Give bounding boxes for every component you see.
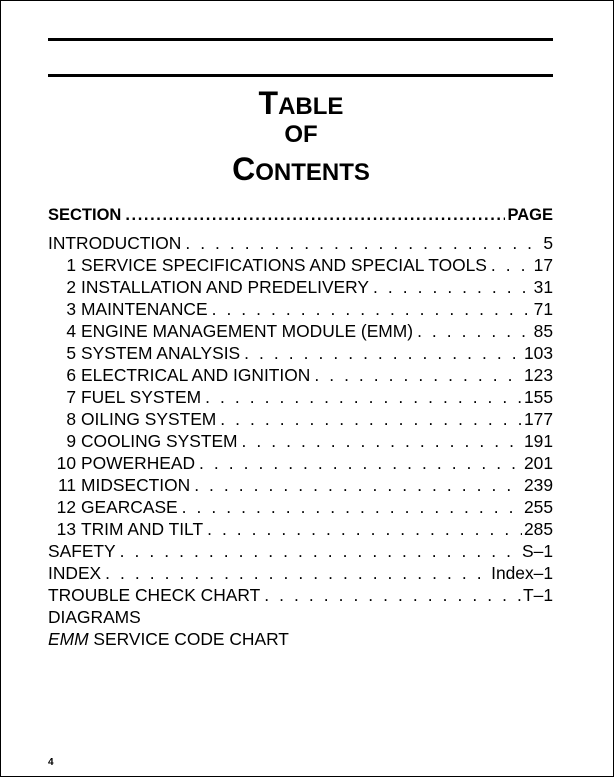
toc-entry[interactable] — [48, 474, 553, 496]
toc-entry[interactable] — [48, 276, 553, 298]
leader-dots — [491, 254, 532, 276]
toc-entry[interactable] — [48, 562, 553, 584]
toc-header-row — [48, 204, 553, 226]
toc-entry-page: 201 — [523, 453, 553, 473]
toc-entry-number: 6 — [66, 365, 76, 385]
leader-dots — [242, 430, 522, 452]
toc-entry[interactable] — [48, 496, 553, 518]
leader-dots — [314, 364, 522, 386]
leader-dots — [120, 540, 520, 562]
toc-entry-page: 155 — [523, 387, 553, 407]
toc-entry-number: 11 — [57, 475, 76, 495]
toc-entry-number: 10 — [56, 453, 76, 473]
toc-entry-number: 7 — [66, 387, 76, 407]
leader-dots — [199, 452, 522, 474]
toc-entry-page: T–1 — [523, 585, 553, 605]
toc-entry-page: 239 — [523, 475, 553, 495]
emm-chart-rest: SERVICE CODE CHART — [88, 629, 289, 649]
toc-entry-number: 1 — [66, 255, 76, 275]
toc-entry-page: 5 — [543, 233, 553, 253]
leader-dots — [182, 496, 522, 518]
toc-entry-number: 4 — [66, 321, 76, 341]
toc-entry-page: S–1 — [522, 541, 553, 561]
toc-entry-label: MAINTENANCE — [81, 299, 208, 319]
toc-entry-label: INTRODUCTION — [48, 233, 182, 253]
emm-italic-label: EMM — [48, 629, 89, 649]
leader-dots — [244, 342, 522, 364]
title-line-contents: CONTENTS — [232, 151, 370, 187]
toc-entry-label: INSTALLATION AND PREDELIVERY — [81, 277, 369, 297]
leader-dots — [105, 562, 489, 584]
leader-dots — [207, 518, 522, 540]
toc-entry[interactable] — [48, 254, 553, 276]
toc-entry-page: 255 — [523, 497, 553, 517]
toc-entry-page: Index–1 — [491, 563, 553, 583]
toc-entry-page: 17 — [533, 255, 553, 275]
toc-entry-label: POWERHEAD — [81, 453, 196, 473]
toc-entry-label: SYSTEM ANALYSIS — [81, 343, 241, 363]
toc-entry-number: 8 — [66, 409, 76, 429]
toc-entry-number: 5 — [66, 343, 76, 363]
toc-entry[interactable] — [48, 430, 553, 452]
toc-entry-diagrams[interactable] — [48, 606, 553, 628]
toc-entry[interactable] — [48, 298, 553, 320]
toc-entry-number: 13 — [56, 519, 76, 539]
toc-entry-label: INDEX — [48, 563, 102, 583]
page-number: 4 — [48, 757, 54, 768]
toc-entry-label: DIAGRAMS — [48, 607, 141, 627]
title-line-table: TABLE — [258, 85, 344, 121]
toc-entry-label — [48, 628, 293, 650]
toc-entry-label: FUEL SYSTEM — [81, 387, 202, 407]
leader-dots — [373, 276, 532, 298]
toc-entry-label: ENGINE MANAGEMENT MODULE (EMM) — [81, 321, 414, 341]
toc-entry[interactable] — [48, 408, 553, 430]
toc-entry-label: TRIM AND TILT — [81, 519, 204, 539]
toc-entry-number: 12 — [56, 497, 76, 517]
leader-dots — [220, 408, 522, 430]
toc-entry-label: ELECTRICAL AND IGNITION — [81, 365, 311, 385]
toc-entry[interactable] — [48, 584, 553, 606]
toc-entry-label: TROUBLE CHECK CHART — [48, 585, 261, 605]
toc-entry-number: 9 — [66, 431, 76, 451]
toc-entry-label: SAFETY — [48, 541, 116, 561]
toc-entry-page: 177 — [523, 409, 553, 429]
toc-entry[interactable] — [48, 364, 553, 386]
page-column-header: PAGE — [507, 206, 553, 224]
toc-entry[interactable] — [48, 342, 553, 364]
toc-entry-page: 191 — [523, 431, 553, 451]
toc-entry-page: 31 — [533, 277, 553, 297]
toc-entry-label: OILING SYSTEM — [81, 409, 217, 429]
toc-entry-page: 285 — [523, 519, 553, 539]
leader-dots — [125, 204, 505, 226]
toc-entry[interactable] — [48, 232, 553, 254]
leader-dots — [417, 320, 532, 342]
toc-entry-page: 123 — [523, 365, 553, 385]
toc-entry-label: SERVICE SPECIFICATIONS AND SPECIAL TOOLS — [81, 255, 487, 275]
toc-entry[interactable] — [48, 320, 553, 342]
leader-dots — [205, 386, 522, 408]
table-of-contents — [48, 204, 553, 650]
top-rule — [48, 38, 553, 41]
toc-entry-number: 3 — [66, 299, 76, 319]
toc-entry[interactable] — [48, 386, 553, 408]
toc-entry-page: 103 — [523, 343, 553, 363]
toc-entry[interactable] — [48, 518, 553, 540]
toc-entry-page: 71 — [533, 299, 553, 319]
leader-dots — [264, 584, 521, 606]
toc-entry-label: MIDSECTION — [81, 475, 191, 495]
toc-entry[interactable] — [48, 540, 553, 562]
section-column-header: SECTION — [48, 206, 122, 224]
title-line-of: OF — [284, 121, 318, 148]
toc-entry[interactable] — [48, 452, 553, 474]
leader-dots — [194, 474, 522, 496]
toc-entry-label: COOLING SYSTEM — [81, 431, 238, 451]
second-rule — [48, 74, 553, 77]
toc-entry-emm-chart[interactable] — [48, 628, 553, 650]
toc-entry-number: 2 — [66, 277, 76, 297]
toc-entry-page: 85 — [533, 321, 553, 341]
leader-dots — [212, 298, 532, 320]
leader-dots — [185, 232, 541, 254]
toc-entry-label: GEARCASE — [81, 497, 178, 517]
